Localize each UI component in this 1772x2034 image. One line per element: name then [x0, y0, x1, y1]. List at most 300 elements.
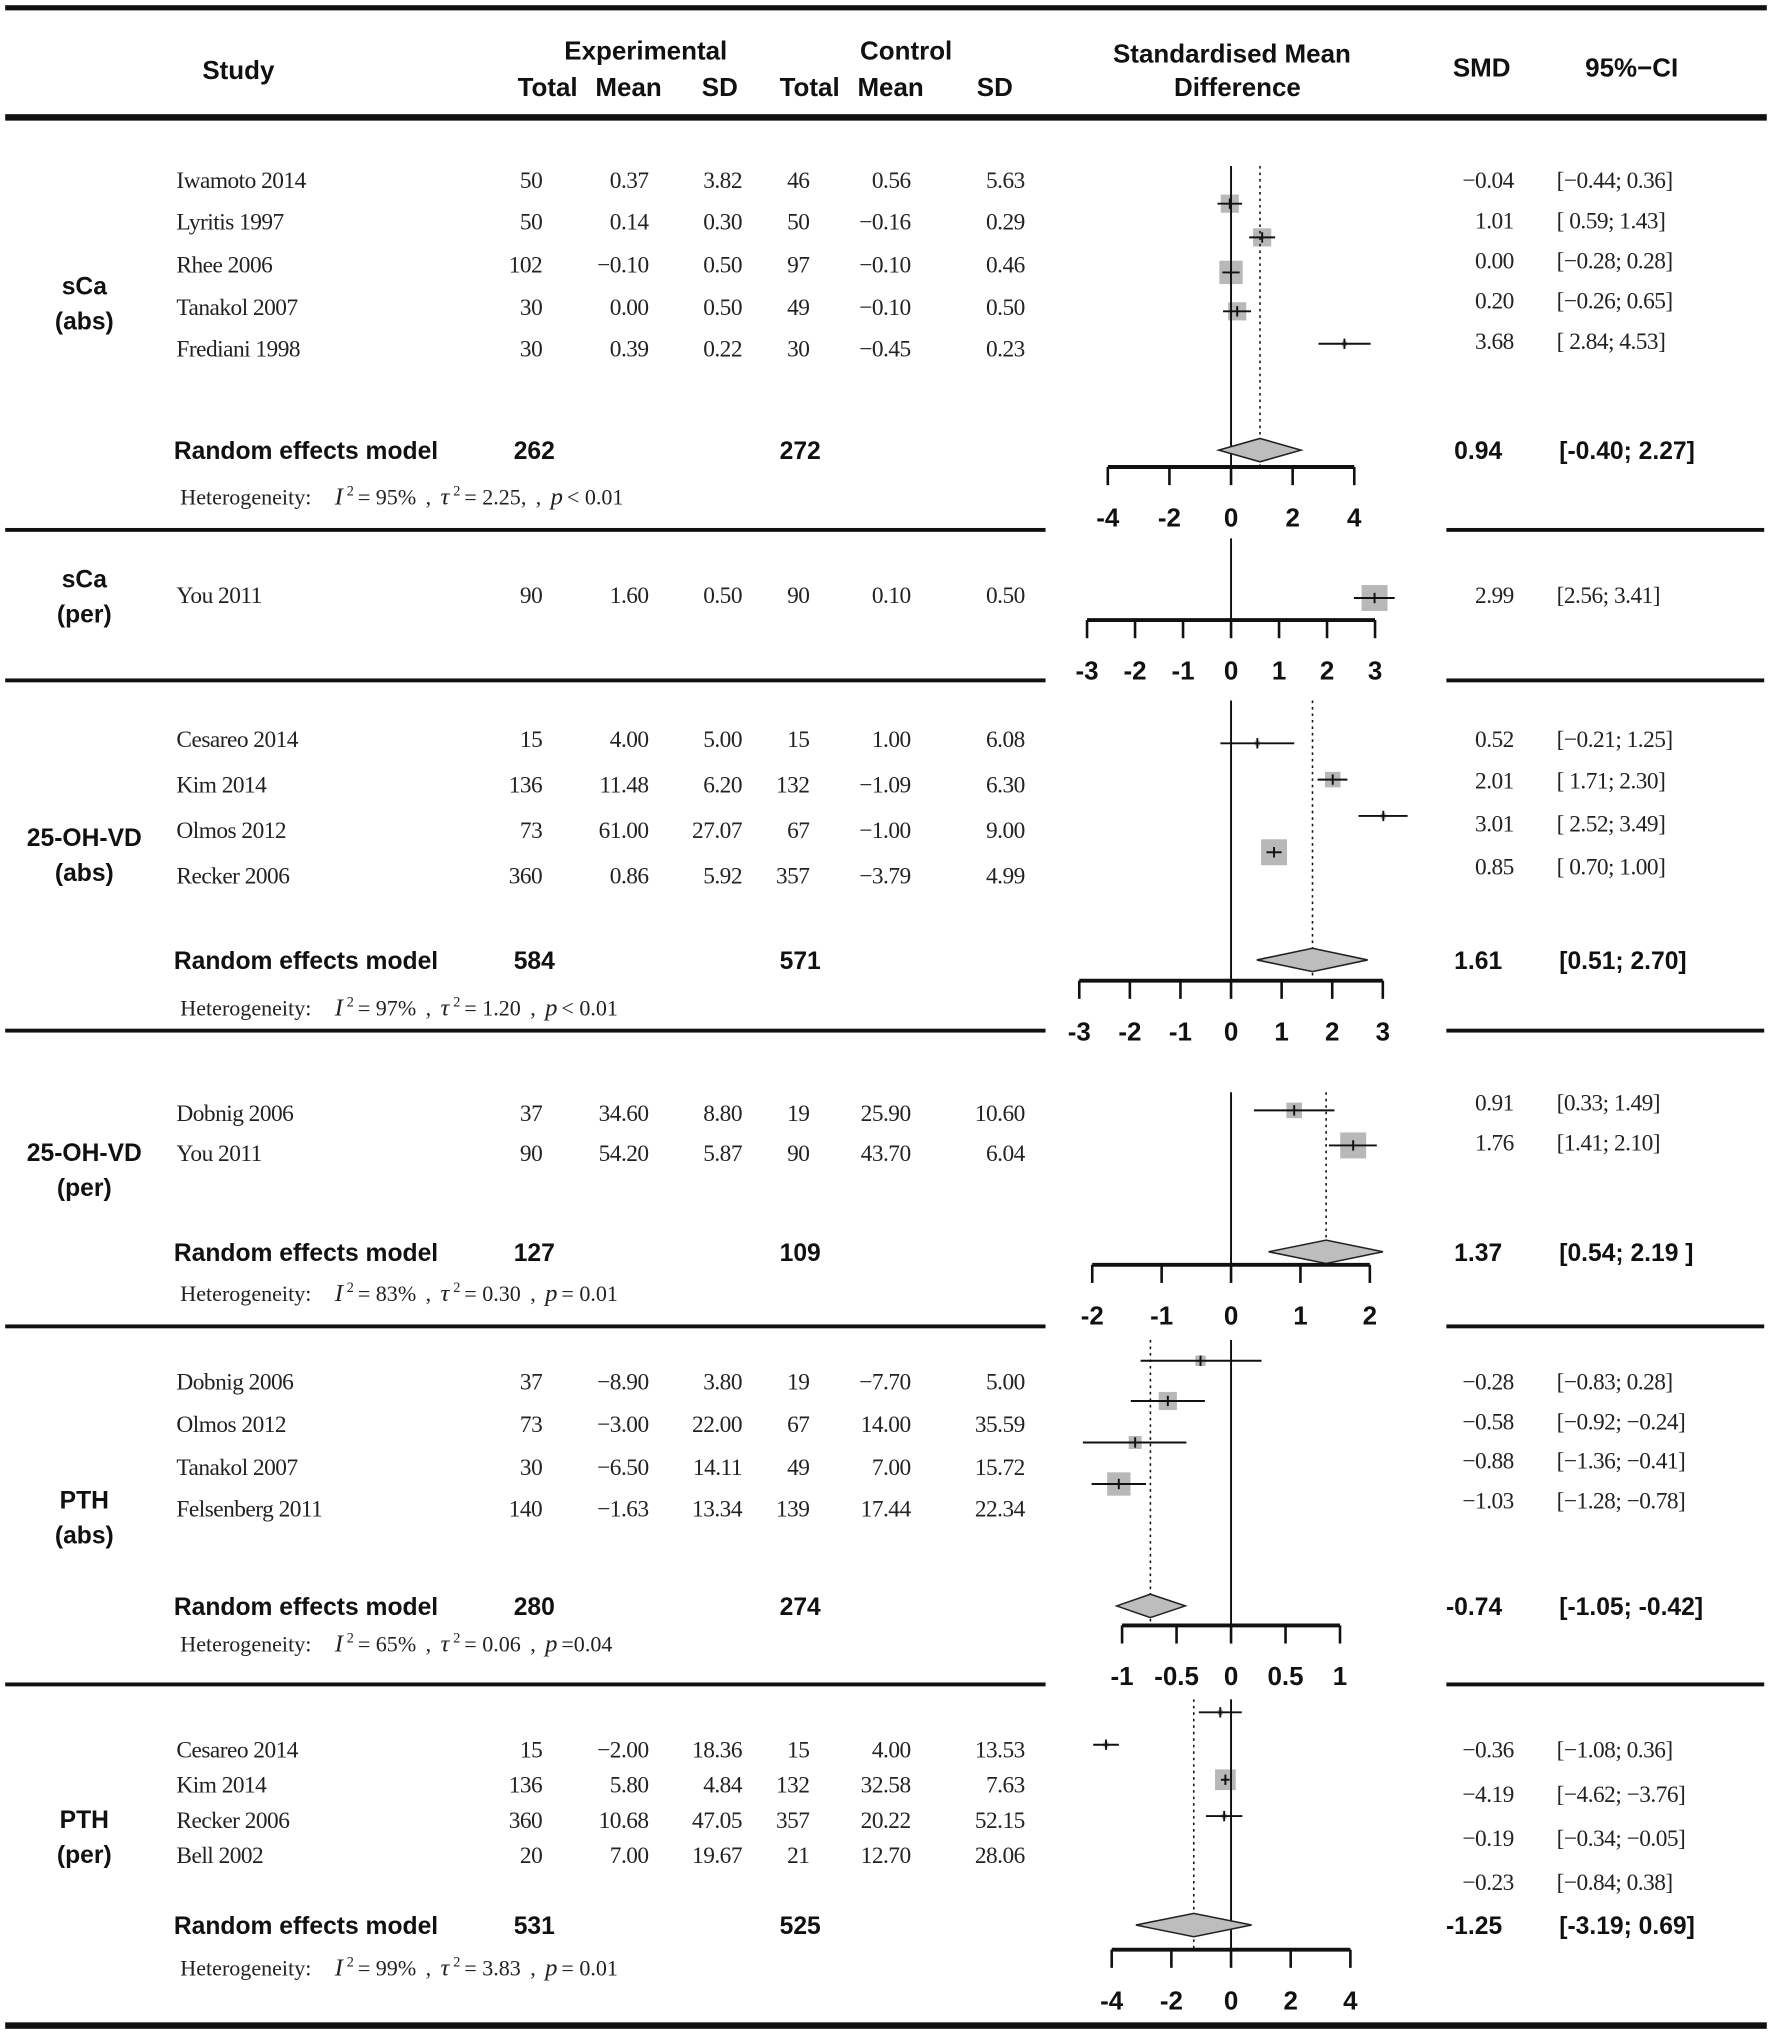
header-ctrl-sd: SD [976, 73, 1013, 103]
ctrl-mean: 14.00 [860, 1411, 911, 1438]
ctrl-mean: 32.58 [860, 1771, 911, 1798]
study-name: Recker 2006 [176, 862, 290, 889]
ctrl-sd: 6.30 [985, 771, 1025, 798]
x-tick-label: -3 [1075, 657, 1099, 686]
heterogeneity-part: = 97% [357, 996, 417, 1021]
exp-total: 30 [519, 294, 543, 321]
smd-value: −0.04 [1462, 167, 1514, 194]
ctrl-total: 15 [787, 726, 810, 753]
ctrl-sd: 52.15 [974, 1806, 1025, 1833]
heterogeneity-part: p [550, 483, 563, 512]
exp-sd: 13.34 [692, 1495, 742, 1522]
study-name: Dobnig 2006 [176, 1100, 294, 1126]
ctrl-mean: 43.70 [860, 1140, 911, 1167]
ctrl-mean: 0.56 [871, 167, 911, 194]
exp-sd: 4.84 [703, 1771, 742, 1798]
heterogeneity-part: 2 [346, 1280, 354, 1297]
group-label-line: 25-OH-VD [26, 825, 142, 853]
exp-sd: 14.11 [692, 1454, 742, 1481]
smd-value: −0.19 [1462, 1825, 1514, 1852]
smd-value: 3.68 [1475, 328, 1514, 355]
exp-total: 37 [519, 1368, 543, 1395]
study-name: You 2011 [176, 1140, 262, 1167]
x-tick-label: 4 [1343, 1987, 1358, 2016]
ci-value: [−4.62; −3.76] [1556, 1781, 1686, 1807]
heterogeneity-part: = 0.01 [561, 1281, 618, 1307]
x-tick-label: -1 [1171, 657, 1195, 686]
model-ci: [-0.40; 2.27] [1559, 438, 1695, 466]
heterogeneity-part: = 95% [357, 485, 417, 510]
x-tick-label: -4 [1096, 504, 1120, 533]
ctrl-mean: −1.09 [859, 771, 911, 798]
heterogeneity-part: 2 [346, 484, 354, 500]
exp-mean: 11.48 [599, 771, 649, 798]
x-tick-label: 1 [1271, 657, 1287, 686]
exp-sd: 5.87 [703, 1140, 742, 1167]
heterogeneity-part: p [545, 994, 558, 1023]
ci-value: [1.41; 2.10] [1556, 1129, 1661, 1156]
header-smd-title-2: Difference [1173, 73, 1301, 103]
ctrl-total: 90 [787, 582, 810, 609]
study-name: Olmos 2012 [176, 817, 287, 844]
ci-value: [−0.92; −0.24] [1556, 1408, 1686, 1435]
x-tick-label: -2 [1159, 1987, 1183, 2016]
heterogeneity-part: 2 [346, 995, 354, 1011]
pooled-diamond [1269, 1240, 1384, 1263]
heterogeneity-part: τ [440, 1630, 450, 1658]
ci-value: [−0.26; 0.65] [1556, 287, 1673, 314]
model-smd: 0.94 [1454, 438, 1503, 466]
heterogeneity-part: Heterogeneity: [180, 485, 312, 510]
ctrl-total: 46 [787, 167, 810, 194]
heterogeneity-part: = 3.83 [464, 1956, 521, 1981]
study-name: You 2011 [176, 582, 262, 609]
x-tick-label: -1 [1168, 1018, 1192, 1047]
exp-total: 73 [519, 1411, 543, 1438]
smd-value: −0.36 [1462, 1736, 1514, 1763]
exp-sd: 27.07 [692, 817, 742, 844]
study-name: Kim 2014 [176, 771, 267, 798]
model-ctrl-total: 571 [779, 948, 821, 976]
heterogeneity-part: =0.04 [561, 1631, 613, 1657]
heterogeneity-part: = 2.25, [464, 485, 527, 510]
header-ci: 95%−CI [1585, 54, 1679, 84]
smd-value: 2.99 [1475, 582, 1514, 609]
ctrl-sd: 0.50 [985, 582, 1025, 609]
ctrl-sd: 22.34 [974, 1495, 1025, 1522]
smd-value: −0.58 [1462, 1408, 1514, 1435]
model-ci: [0.54; 2.19 ] [1559, 1240, 1694, 1268]
smd-value: −0.88 [1462, 1447, 1514, 1474]
exp-total: 30 [519, 1454, 543, 1481]
study-name: Recker 2006 [176, 1806, 290, 1833]
exp-mean: −6.50 [597, 1454, 649, 1481]
smd-value: 2.01 [1475, 767, 1514, 794]
x-tick-label: 0 [1223, 1987, 1239, 2016]
x-tick-label: -0.5 [1154, 1663, 1199, 1692]
ctrl-sd: 6.04 [985, 1140, 1025, 1167]
model-ci: [-1.05; -0.42] [1559, 1594, 1704, 1622]
heterogeneity-part: Heterogeneity: [180, 1956, 312, 1981]
ctrl-total: 19 [787, 1368, 810, 1395]
study-name: Rhee 2006 [176, 251, 273, 278]
model-label: Random effects model [173, 1240, 439, 1268]
heterogeneity-part: = 99% [357, 1956, 417, 1981]
heterogeneity-part: p [545, 1280, 558, 1308]
ctrl-sd: 13.53 [974, 1736, 1025, 1763]
x-tick-label: -2 [1123, 657, 1147, 686]
ci-value: [−0.83; 0.28] [1556, 1368, 1673, 1395]
exp-mean: −1.63 [597, 1495, 649, 1522]
ci-value: [−1.08; 0.36] [1556, 1736, 1673, 1763]
exp-total: 140 [508, 1495, 543, 1522]
x-tick-label: -1 [1110, 1663, 1134, 1692]
ci-value: [−0.44; 0.36] [1556, 167, 1673, 194]
model-smd: 1.37 [1454, 1240, 1503, 1268]
heterogeneity-part: p [545, 1954, 558, 1983]
heterogeneity-part: , [524, 1956, 542, 1981]
ctrl-total: 30 [787, 335, 810, 362]
heterogeneity-part: , [420, 1631, 437, 1657]
exp-mean: 1.60 [609, 582, 649, 609]
model-ctrl-total: 109 [779, 1240, 821, 1268]
model-smd: -0.74 [1445, 1594, 1503, 1622]
exp-total: 20 [519, 1842, 543, 1868]
exp-sd: 3.80 [703, 1368, 742, 1395]
study-name: Tanakol 2007 [176, 1454, 298, 1481]
heterogeneity-part: p [545, 1630, 558, 1658]
x-tick-label: 2 [1325, 1018, 1340, 1047]
model-ctrl-total: 525 [779, 1913, 821, 1941]
exp-mean: −0.10 [597, 251, 649, 278]
ci-value: [−0.21; 1.25] [1556, 726, 1673, 753]
ctrl-sd: 0.50 [985, 294, 1025, 321]
heterogeneity-part: τ [440, 1954, 450, 1983]
model-label: Random effects model [173, 1594, 439, 1622]
exp-sd: 22.00 [692, 1411, 742, 1438]
exp-sd: 0.22 [703, 335, 742, 362]
header-smd: SMD [1452, 54, 1511, 84]
ctrl-mean: −3.79 [859, 862, 911, 889]
ci-value: [ 2.52; 3.49] [1556, 810, 1666, 837]
heterogeneity-part: < 0.01 [561, 996, 618, 1021]
ctrl-total: 67 [787, 1411, 810, 1438]
header-control: Control [860, 37, 953, 67]
x-tick-label: 1 [1332, 1663, 1348, 1692]
ctrl-mean: 17.44 [860, 1495, 911, 1522]
exp-total: 90 [519, 1140, 543, 1167]
model-exp-total: 531 [513, 1913, 555, 1941]
header-exp-mean: Mean [595, 73, 662, 103]
ctrl-sd: 5.00 [985, 1368, 1025, 1395]
heterogeneity-part: , [420, 485, 437, 510]
heterogeneity-part: Heterogeneity: [180, 996, 312, 1021]
heterogeneity-part: 2 [453, 1631, 461, 1647]
heterogeneity-part: = 83% [357, 1281, 417, 1307]
ctrl-mean: 0.10 [871, 582, 911, 609]
exp-total: 360 [508, 862, 543, 889]
x-tick-label: 0.5 [1267, 1663, 1304, 1692]
model-label: Random effects model [173, 1913, 439, 1941]
ctrl-mean: −0.45 [859, 335, 911, 362]
exp-total: 136 [508, 1771, 543, 1798]
exp-sd: 0.30 [703, 208, 742, 235]
heterogeneity-part: = 65% [357, 1631, 417, 1657]
ctrl-sd: 5.63 [985, 167, 1025, 194]
heterogeneity-part: , [524, 996, 542, 1021]
exp-mean: 0.86 [609, 862, 649, 889]
exp-mean: −3.00 [597, 1411, 649, 1438]
ctrl-total: 139 [775, 1495, 810, 1522]
exp-sd: 19.67 [692, 1842, 742, 1868]
ctrl-sd: 0.29 [985, 208, 1025, 235]
group-label-line: sCa [61, 273, 107, 301]
ci-value: [ 1.71; 2.30] [1556, 767, 1666, 794]
ctrl-total: 50 [787, 208, 810, 235]
ci-value: [ 0.70; 1.00] [1556, 853, 1666, 880]
ctrl-mean: −0.10 [859, 294, 911, 321]
heterogeneity-part: 2 [453, 1955, 461, 1971]
ctrl-sd: 0.46 [985, 251, 1025, 278]
group-label-line: (abs) [54, 308, 114, 336]
ctrl-mean: 1.00 [871, 726, 911, 753]
ctrl-sd: 15.72 [974, 1454, 1025, 1481]
header-ctrl-mean: Mean [857, 73, 924, 103]
exp-sd: 0.50 [703, 251, 742, 278]
exp-total: 360 [508, 1806, 543, 1833]
group-label-line: PTH [59, 1487, 109, 1516]
ctrl-mean: −7.70 [859, 1368, 911, 1395]
exp-mean: 10.68 [598, 1806, 649, 1833]
x-tick-label: -3 [1067, 1018, 1091, 1047]
ctrl-total: 15 [787, 1736, 810, 1763]
model-ci: [-3.19; 0.69] [1559, 1913, 1695, 1941]
ci-value: [ 0.59; 1.43] [1556, 207, 1666, 234]
ctrl-total: 357 [775, 1806, 810, 1833]
group-label-line: (per) [56, 1842, 112, 1870]
heterogeneity-part: = 1.20 [464, 996, 521, 1021]
exp-total: 37 [519, 1100, 543, 1126]
model-ctrl-total: 274 [779, 1594, 821, 1622]
ctrl-total: 49 [787, 1454, 810, 1481]
ctrl-total: 19 [787, 1100, 810, 1126]
ci-value: [−0.84; 0.38] [1556, 1869, 1673, 1896]
smd-value: −0.23 [1462, 1869, 1514, 1896]
group-label-line: (abs) [54, 860, 114, 888]
exp-total: 15 [519, 1736, 543, 1763]
heterogeneity-part: I [334, 994, 343, 1023]
smd-value: −0.28 [1462, 1368, 1514, 1395]
x-tick-label: -2 [1080, 1302, 1104, 1331]
model-label: Random effects model [173, 948, 439, 976]
ctrl-total: 21 [787, 1842, 810, 1868]
heterogeneity-part: = 0.01 [561, 1956, 618, 1981]
ctrl-sd: 10.60 [974, 1100, 1025, 1126]
exp-sd: 0.50 [703, 582, 742, 609]
heterogeneity-part: I [334, 483, 343, 512]
header-study: Study [202, 57, 275, 86]
heterogeneity-part: 2 [346, 1631, 354, 1647]
x-tick-label: 0 [1223, 1302, 1239, 1331]
heterogeneity-part: I [334, 1630, 343, 1658]
ci-value: [−1.28; −0.78] [1556, 1487, 1686, 1514]
ctrl-total: 97 [787, 251, 810, 278]
study-name: Felsenberg 2011 [176, 1495, 323, 1522]
ctrl-sd: 28.06 [974, 1842, 1025, 1868]
x-tick-label: 0 [1223, 1018, 1239, 1047]
x-tick-label: 0 [1223, 1663, 1239, 1692]
heterogeneity-part: 2 [346, 1955, 354, 1971]
header-smd-title-1: Standardised Mean [1112, 40, 1351, 69]
x-tick-label: -2 [1157, 504, 1181, 533]
ctrl-sd: 35.59 [974, 1411, 1025, 1438]
heterogeneity-part: , [530, 485, 547, 510]
heterogeneity-part: τ [440, 483, 450, 512]
x-tick-label: -2 [1118, 1018, 1142, 1047]
smd-value: −4.19 [1462, 1781, 1514, 1807]
x-tick-label: 0 [1223, 504, 1239, 533]
ctrl-total: 49 [787, 294, 810, 321]
ci-value: [0.33; 1.49] [1556, 1089, 1661, 1116]
exp-total: 30 [519, 335, 543, 362]
header-exp-sd: SD [701, 73, 738, 103]
study-name: Frediani 1998 [176, 335, 301, 362]
heterogeneity-part: 2 [453, 995, 461, 1011]
smd-value: 0.20 [1475, 287, 1514, 314]
exp-sd: 3.82 [703, 167, 742, 194]
x-tick-label: 3 [1375, 1018, 1391, 1047]
ctrl-sd: 6.08 [985, 726, 1025, 753]
heterogeneity-part: , [420, 1956, 437, 1981]
ctrl-sd: 7.63 [985, 1771, 1025, 1798]
ctrl-sd: 0.23 [985, 335, 1025, 362]
exp-total: 136 [508, 771, 543, 798]
x-tick-label: 3 [1367, 657, 1383, 686]
x-tick-label: 2 [1362, 1302, 1378, 1331]
ctrl-mean: −1.00 [859, 817, 911, 844]
exp-total: 102 [508, 251, 543, 278]
ci-value: [2.56; 3.41] [1556, 582, 1661, 609]
study-name: Iwamoto 2014 [176, 167, 306, 194]
study-name: Dobnig 2006 [176, 1368, 294, 1395]
ctrl-total: 132 [775, 771, 810, 798]
ci-value: [−1.36; −0.41] [1556, 1447, 1686, 1474]
exp-mean: 5.80 [609, 1771, 649, 1798]
model-smd: -1.25 [1445, 1913, 1503, 1941]
smd-value: 0.52 [1475, 726, 1514, 753]
heterogeneity-part: I [334, 1954, 343, 1983]
ctrl-sd: 9.00 [985, 817, 1025, 844]
smd-value: 1.01 [1475, 207, 1514, 234]
heterogeneity-part: < 0.01 [566, 485, 624, 510]
pooled-diamond [1257, 948, 1368, 971]
x-tick-label: 0 [1223, 657, 1239, 686]
ctrl-mean: 12.70 [860, 1842, 911, 1868]
x-tick-label: -4 [1100, 1987, 1124, 2016]
smd-value: 0.85 [1475, 853, 1514, 880]
header-experimental: Experimental [564, 37, 728, 67]
group-label-line: 25-OH-VD [26, 1140, 142, 1168]
x-tick-label: 4 [1347, 504, 1362, 533]
ctrl-sd: 4.99 [985, 862, 1025, 889]
ctrl-mean: −0.10 [859, 251, 911, 278]
heterogeneity-part: 2 [453, 484, 461, 500]
ctrl-mean: 7.00 [871, 1454, 911, 1481]
exp-sd: 8.80 [703, 1100, 742, 1126]
ctrl-total: 90 [787, 1140, 810, 1167]
exp-mean: 4.00 [609, 726, 649, 753]
model-smd: 1.61 [1454, 948, 1503, 976]
x-tick-label: 2 [1283, 1987, 1298, 2016]
exp-mean: −8.90 [597, 1368, 649, 1395]
model-ci: [0.51; 2.70] [1559, 948, 1687, 976]
x-tick-label: 1 [1274, 1018, 1289, 1047]
exp-mean: 54.20 [598, 1140, 649, 1167]
ci-value: [ 2.84; 4.53] [1556, 328, 1666, 355]
x-tick-label: 2 [1319, 657, 1335, 686]
ctrl-total: 132 [775, 1771, 810, 1798]
exp-total: 73 [519, 817, 543, 844]
heterogeneity-part: Heterogeneity: [180, 1281, 312, 1307]
exp-total: 50 [519, 167, 543, 194]
model-ctrl-total: 272 [779, 438, 821, 466]
study-name: Tanakol 2007 [176, 294, 298, 321]
heterogeneity-part: I [334, 1280, 343, 1308]
study-name: Cesareo 2014 [176, 1736, 298, 1763]
exp-sd: 6.20 [703, 771, 742, 798]
exp-mean: 0.00 [609, 294, 649, 321]
model-label: Random effects model [173, 438, 439, 466]
heterogeneity-part: τ [440, 1280, 450, 1308]
model-exp-total: 584 [513, 948, 555, 976]
ci-value: [−0.28; 0.28] [1556, 247, 1673, 274]
exp-sd: 5.92 [703, 862, 742, 889]
exp-mean: 34.60 [598, 1100, 649, 1126]
exp-total: 50 [519, 208, 543, 235]
study-name: Bell 2002 [176, 1842, 264, 1868]
x-tick-label: 1 [1293, 1302, 1308, 1331]
heterogeneity-part: = 0.06 [464, 1631, 521, 1657]
heterogeneity-part: 2 [453, 1280, 461, 1297]
study-name: Kim 2014 [176, 1771, 267, 1798]
heterogeneity-part: Heterogeneity: [180, 1631, 312, 1657]
heterogeneity-part: , [420, 996, 437, 1021]
pooled-diamond [1136, 1913, 1252, 1936]
ctrl-mean: 4.00 [871, 1736, 911, 1763]
group-label-line: (abs) [54, 1522, 114, 1551]
model-exp-total: 262 [513, 438, 555, 466]
model-exp-total: 127 [513, 1240, 555, 1268]
heterogeneity-part: = 0.30 [464, 1281, 521, 1307]
smd-value: 3.01 [1475, 810, 1514, 837]
header-ctrl-total: Total [779, 73, 840, 103]
exp-mean: 61.00 [598, 817, 649, 844]
ctrl-mean: 25.90 [860, 1100, 911, 1126]
exp-mean: −2.00 [597, 1736, 649, 1763]
heterogeneity-part: τ [440, 994, 450, 1023]
exp-mean: 7.00 [609, 1842, 649, 1868]
group-label-line: PTH [59, 1806, 109, 1835]
ci-value: [−0.34; −0.05] [1556, 1825, 1686, 1852]
smd-value: 0.91 [1475, 1089, 1514, 1116]
exp-mean: 0.37 [609, 167, 649, 194]
group-label-line: (per) [56, 601, 112, 630]
x-tick-label: 2 [1285, 504, 1300, 533]
smd-value: 0.00 [1475, 247, 1514, 274]
study-name: Olmos 2012 [176, 1411, 287, 1438]
exp-sd: 5.00 [703, 726, 742, 753]
exp-mean: 0.14 [609, 208, 649, 235]
